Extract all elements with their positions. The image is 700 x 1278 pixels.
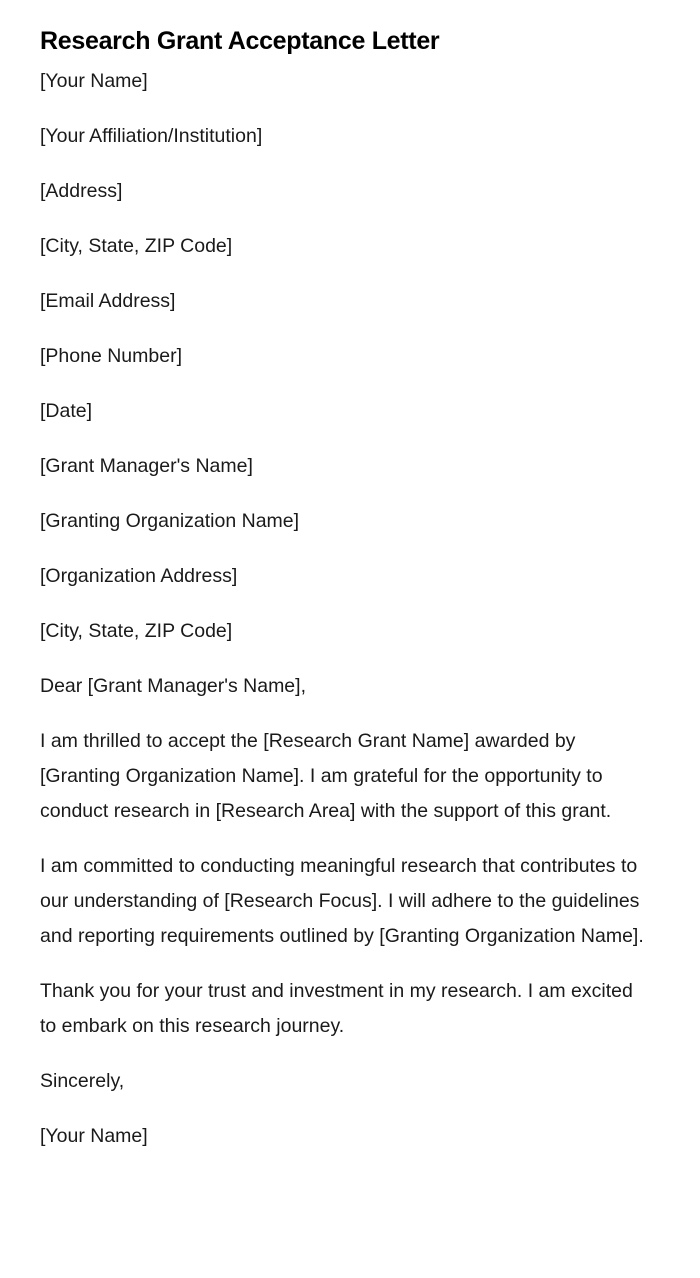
signature-name: [Your Name] (40, 1125, 148, 1147)
recipient-manager-name: [Grant Manager's Name] (40, 455, 253, 477)
salutation: Dear [Grant Manager's Name], (40, 675, 306, 697)
recipient-city-state-zip: [City, State, ZIP Code] (40, 620, 233, 642)
sender-phone: [Phone Number] (40, 345, 182, 367)
sender-city-state-zip: [City, State, ZIP Code] (40, 235, 233, 257)
recipient-block (40, 449, 660, 649)
sender-affiliation: [Your Affiliation/Institution] (40, 125, 263, 147)
sender-email: [Email Address] (40, 290, 176, 312)
closing: Sincerely, (40, 1070, 125, 1092)
sender-block (40, 64, 660, 374)
letter-body (40, 724, 660, 1044)
sender-name: [Your Name] (40, 70, 148, 92)
body-paragraph: Thank you for your trust and investment in my research. I am excited to embark on this research journey. (40, 980, 633, 1037)
recipient-organization: [Granting Organization Name] (40, 510, 300, 532)
letter-date: [Date] (40, 400, 93, 422)
recipient-address: [Organization Address] (40, 565, 238, 587)
body-paragraph: I am committed to conducting meaningful research that contributes to our understanding of [Research Focus]. I will adhere to the guidelines and reporting requirements outlined by [Granting Organization Name]. (40, 855, 644, 947)
body-paragraph: I am thrilled to accept the [Research Grant Name] awarded by [Granting Organization Name]. I am grateful for the opportunity to conduct research in [Research Area] with the support of this grant. (40, 730, 612, 822)
letter-title: Research Grant Acceptance Letter (40, 27, 440, 55)
sender-address: [Address] (40, 180, 123, 202)
